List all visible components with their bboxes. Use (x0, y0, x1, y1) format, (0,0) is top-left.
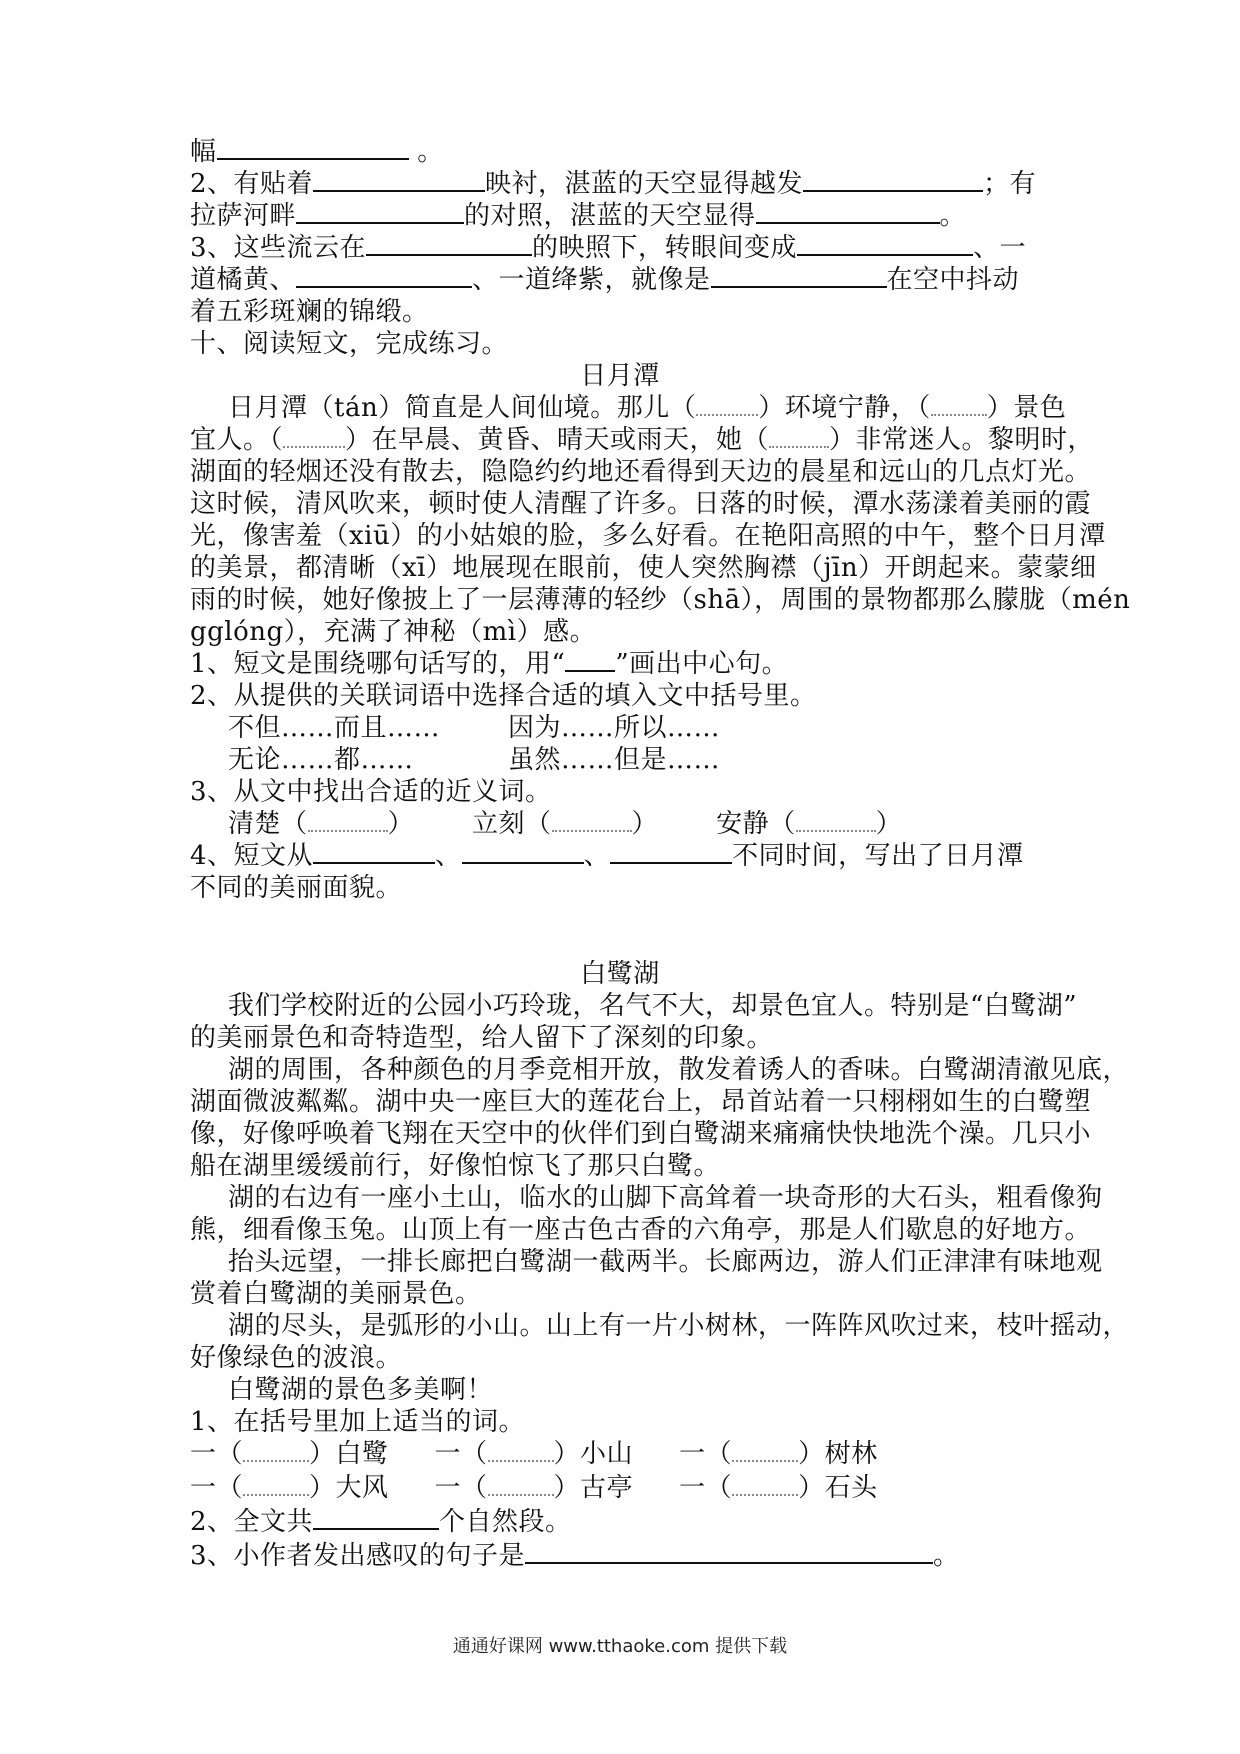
text: 清楚（ (228, 809, 308, 839)
passage-1-line-5 (190, 520, 1106, 552)
text: 2、全文共 (190, 1507, 314, 1537)
answer-blank[interactable] (488, 1474, 554, 1496)
question-2-line-1 (190, 168, 1060, 200)
fill-word-row-1 (190, 1438, 1060, 1470)
fill-word-row-2 (190, 1472, 1060, 1504)
text: 白鹭湖的景色多美啊！ (228, 1375, 494, 1405)
text: 通通好课网 www.tthaoke.com 提供下载 (452, 1636, 788, 1657)
text: ）树林 (798, 1439, 878, 1469)
text: ）大风 (309, 1473, 389, 1503)
text: 着五彩斑斓的锦缎。 (190, 297, 429, 327)
text: 的美丽景色和奇特造型，给人留下了深刻的印象。 (190, 1023, 774, 1053)
text: 湖的尽头，是弧形的小山。山上有一片小树林，一阵阵风吹过来，枝叶摇动， (228, 1311, 1130, 1341)
text: 雨的时候，她好像披上了一层薄薄的轻纱（shā），周围的景物都那么朦胧（mén (190, 585, 1131, 615)
passage-1-line-4 (190, 488, 1092, 520)
text: 宜人。（ (190, 425, 284, 455)
text: 湖的周围，各种颜色的月季竞相开放，散发着诱人的香味。白鹭湖清澈见底， (228, 1055, 1130, 1085)
text: 在空中抖动 (886, 265, 1020, 295)
answer-blank[interactable] (552, 810, 632, 832)
text: 光，像害羞（xiū）的小姑娘的脸，多么好看。在艳阳高照的中午，整个日月潭 (190, 521, 1106, 551)
text: gglóng），充满了神秘（mì）感。 (190, 617, 597, 647)
text: ）景色 (986, 393, 1067, 423)
text: 道橘黄、 (190, 265, 297, 295)
text: 好像绿色的波浪。 (190, 1343, 403, 1373)
answer-blank[interactable] (296, 200, 464, 224)
q2-question-1 (190, 1406, 1060, 1438)
passage-2-line-8 (190, 1214, 1092, 1246)
q2-question-3 (190, 1540, 1060, 1572)
connector-option: 虽然……但是…… (508, 745, 721, 775)
passage-2-line-9 (228, 1246, 1103, 1278)
text: 赏着白鹭湖的美丽景色。 (190, 1279, 482, 1309)
answer-blank[interactable] (769, 426, 829, 448)
text: 一（ (434, 1473, 488, 1503)
text: 一（ (190, 1439, 244, 1469)
text: 湖的右边有一座小土山，临水的山脚下高耸着一块奇形的大石头，粗看像狗 (228, 1183, 1103, 1213)
answer-blank[interactable] (313, 1506, 439, 1530)
answer-blank[interactable] (732, 1474, 798, 1496)
text: 拉萨河畔 (190, 201, 297, 231)
text: 熊，细看像玉兔。山顶上有一座古色古香的六角亭，那是人们歇息的好地方。 (190, 1215, 1092, 1245)
text: 安静（ (716, 809, 796, 839)
answer-blank[interactable] (243, 1440, 309, 1462)
connector-option: 无论……都…… (228, 745, 414, 775)
answer-blank[interactable] (217, 136, 409, 160)
question-3-line-3 (190, 296, 1060, 328)
passage-1-line-3 (190, 456, 1092, 488)
q1-question-2 (190, 680, 1060, 712)
passage-2-line-3 (228, 1054, 1130, 1086)
text: 3、小作者发出感叹的句子是 (190, 1541, 526, 1571)
text: ） (387, 809, 415, 839)
passage-2-line-2 (190, 1022, 1060, 1054)
passage-2-line-10 (190, 1278, 1060, 1310)
passage-2-line-5 (190, 1118, 1092, 1150)
text: ）小山 (553, 1439, 634, 1469)
passage-2-line-6 (190, 1150, 1060, 1182)
passage-2-line-4 (190, 1086, 1092, 1118)
text: 一（ (434, 1439, 488, 1469)
text: 的映照下，转眼间变成 (532, 233, 798, 263)
text: 一（ (190, 1473, 244, 1503)
answer-blank[interactable] (283, 426, 345, 448)
answer-blank[interactable] (488, 1440, 554, 1462)
answer-blank[interactable] (313, 840, 435, 864)
answer-blank[interactable] (756, 200, 940, 224)
text: ） (631, 809, 659, 839)
text: ）在早晨、黄昏、晴天或雨天，她（ (345, 425, 770, 455)
answer-blank[interactable] (610, 840, 732, 864)
text: ）环境宁静，（ (758, 393, 931, 423)
answer-blank[interactable] (796, 810, 876, 832)
answer-blank[interactable] (366, 232, 532, 256)
connector-option: 不但……而且…… (228, 713, 441, 743)
passage-1-line-2 (190, 424, 1095, 456)
text: 、 (435, 841, 462, 871)
text: 的对照，湛蓝的天空显得 (464, 201, 756, 231)
passage-title-riyuetan (0, 360, 1240, 392)
prev-question-line (190, 136, 1060, 168)
passage-1-line-7 (190, 584, 1131, 616)
text: 日月潭（tán）简直是人间仙境。那儿（ (228, 393, 697, 423)
text: 、一道绛紫，就像是 (472, 265, 711, 295)
text: 1、短文是围绕哪句话写的，用“ (190, 649, 566, 679)
text: 2、有贴着 (190, 169, 314, 199)
text: 个自然段。 (439, 1507, 572, 1537)
text: 1、在括号里加上适当的词。 (190, 1407, 526, 1437)
passage-2-line-11 (228, 1310, 1130, 1342)
passage-1-line-6 (190, 552, 1097, 584)
question-2-line-2 (190, 200, 1060, 232)
answer-blank[interactable] (313, 168, 485, 192)
text: 湖面的轻烟还没有散去，隐隐约约地还看得到天边的晨星和远山的几点灯光。 (190, 457, 1092, 487)
text: 白鹭湖 (580, 959, 660, 989)
q1-question-4-line-1 (190, 840, 1060, 872)
text: 映衬，湛蓝的天空显得越发 (485, 169, 804, 199)
answer-blank[interactable] (803, 168, 983, 192)
text: 2、从提供的关联词语中选择合适的填入文中括号里。 (190, 681, 817, 711)
connector-option: 因为……所以…… (508, 713, 721, 743)
answer-blank[interactable] (732, 1440, 798, 1462)
q1-question-4-line-2 (190, 872, 1060, 904)
text: 幅 (190, 137, 217, 167)
text: 我们学校附近的公园小巧玲珑，名气不大，却景色宜人。特别是“白鹭湖” (228, 991, 1078, 1021)
connector-options-row-2 (228, 744, 1098, 776)
passage-2-line-1 (228, 990, 1098, 1022)
text: 4、短文从 (190, 841, 314, 871)
text: 不同时间，写出了日月潭 (732, 841, 1024, 871)
passage-2-line-13 (228, 1374, 1098, 1406)
passage-1-line-8 (190, 616, 1060, 648)
answer-blank[interactable] (296, 264, 472, 288)
text: 十、阅读短文，完成练习。 (190, 329, 509, 359)
text: 立刻（ (472, 809, 552, 839)
text: ）石头 (798, 1473, 878, 1503)
question-3-line-2 (190, 264, 1060, 296)
underline-sample (565, 648, 615, 672)
answer-blank[interactable] (308, 810, 388, 832)
text: ）古亭 (553, 1473, 634, 1503)
text: 。 (417, 137, 444, 167)
answer-blank[interactable] (243, 1474, 309, 1496)
connector-options-row-1 (228, 712, 1098, 744)
text: ；有 (983, 169, 1037, 199)
text: 像，好像呼唤着飞翔在天空中的伙伴们到白鹭湖来痛痛快快地洗个澡。几只小 (190, 1119, 1092, 1149)
text: 不同的美丽面貌。 (190, 873, 403, 903)
q1-question-1 (190, 648, 1060, 680)
text: 3、这些流云在 (190, 233, 367, 263)
footer-source (0, 1632, 1240, 1658)
text: ）白鹭 (309, 1439, 389, 1469)
q1-question-3 (190, 776, 1060, 808)
text: 湖面微波粼粼。湖中央一座巨大的莲花台上，昂首站着一只栩栩如生的白鹭塑 (190, 1087, 1092, 1117)
synonym-row (228, 808, 1098, 840)
text: 日月潭 (580, 361, 660, 391)
text: 抬头远望，一排长廊把白鹭湖一截两半。长廊两边，游人们正津津有味地观 (228, 1247, 1103, 1277)
text: 一（ (679, 1439, 733, 1469)
text: 这时候，清风吹来，顿时使人清醒了许多。日落的时候，潭水荡漾着美丽的霞 (190, 489, 1092, 519)
text: 。 (933, 1541, 960, 1571)
section-10-heading (190, 328, 1060, 360)
question-3-line-1 (190, 232, 1060, 264)
text: 3、从文中找出合适的近义词。 (190, 777, 552, 807)
answer-blank[interactable] (931, 394, 987, 416)
text: 的美景，都清晰（xī）地展现在眼前，使人突然胸襟（jīn）开朗起来。蒙蒙细 (190, 553, 1097, 583)
answer-blank[interactable] (525, 1540, 933, 1564)
passage-1-line-1 (228, 392, 1098, 424)
text: 、一 (973, 233, 1027, 263)
passage-2-line-12 (190, 1342, 1060, 1374)
text: ） (875, 809, 903, 839)
text: 。 (939, 201, 967, 231)
answer-blank[interactable] (797, 232, 973, 256)
answer-blank[interactable] (696, 394, 758, 416)
text: 、 (583, 841, 611, 871)
passage-2-line-7 (228, 1182, 1103, 1214)
answer-blank[interactable] (711, 264, 887, 288)
text: ）非常迷人。黎明时， (829, 425, 1095, 455)
q2-question-2 (190, 1506, 1060, 1538)
text: ”画出中心句。 (615, 649, 789, 679)
text: 一（ (679, 1473, 733, 1503)
answer-blank[interactable] (462, 840, 584, 864)
passage-title-bailuhu (0, 958, 1240, 990)
text: 船在湖里缓缓前行，好像怕惊飞了那只白鹭。 (190, 1151, 721, 1181)
